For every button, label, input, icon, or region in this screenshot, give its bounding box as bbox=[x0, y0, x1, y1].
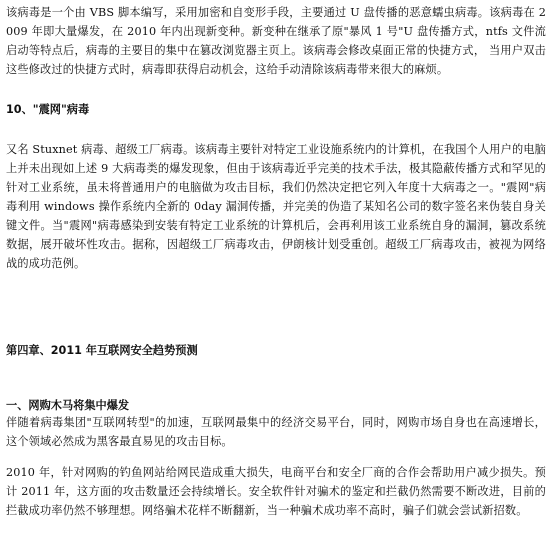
heading-stuxnet: 10、"震网"病毒 bbox=[6, 103, 90, 116]
paragraph-worm-description: 该病毒是一个由 VBS 脚本编写，采用加密和自变形手段，主要通过 U 盘传播的恶意蠕虫病毒。该病毒在 2009 年即大量爆发，在 2010 年内出现新变种。新变种在继承了原"暴风 1 号"U 盘传播方式，ntfs 文件流启动等特点后，病毒的主要目的集中在篡改浏览器主页上。该病毒会修改桌面正常的快捷方式， 当用户双击这些修改过的快捷方式时，病毒即获得启动机会，这给手动清除该病毒带来很大的麻烦。 bbox=[6, 6, 546, 76]
heading-chapter-4: 第四章、2011 年互联网安全趋势预测 bbox=[6, 344, 198, 357]
paragraph-stuxnet-description: 又名 Stuxnet 病毒、超级工厂病毒。该病毒主要针对特定工业设施系统内的计算机，在我国个人用户的电脑上并未出现如上述 9 大病毒类的爆发现象，但由于该病毒近乎完美的技术手法，极其隐蔽传播方式和罕见的针对工业系统，虽未将普通用户的电脑做为攻击目标，我们仍然决定把它列入年度十大病毒之一。"震网"病毒利用 windows 操作系统内全新的 0day 漏洞传播，并完美的伪造了某知名公司的数字签名来伪装自身关键文件。当"震网"病毒感染到安装有特定工业系统的计算机后，会再利用该工业系统自身的漏洞，篡改系统数据，展开破坏性攻击。据称，因超级工厂病毒攻击，伊朗核计划受重创。超级工厂病毒攻击，被视为网络战的成功范例。 bbox=[6, 143, 546, 270]
heading-shopping-trojan: 一、网购木马将集中爆发 bbox=[6, 399, 130, 412]
paragraph-shopping-trend: 伴随着病毒集团"互联网转型"的加速，互联网最集中的经济交易平台，同时，网购市场自身也在高速增长，这个领域必然成为黑客最直易见的攻击目标。 bbox=[6, 416, 546, 448]
paragraph-phishing-2010: 2010 年，针对网购的钓鱼网站给网民造成重大损失，电商平台和安全厂商的合作会帮助用户减少损失。预计 2011 年，这方面的攻击数量还会持续增长。安全软件针对骗术的鉴定和拦截仍然需要不断改进，目前的拦截成功率仍然不够理想。网络骗术花样不断翻新，当一种骗术成功率不高时，骗子们就会尝试新招数。 bbox=[6, 466, 546, 517]
